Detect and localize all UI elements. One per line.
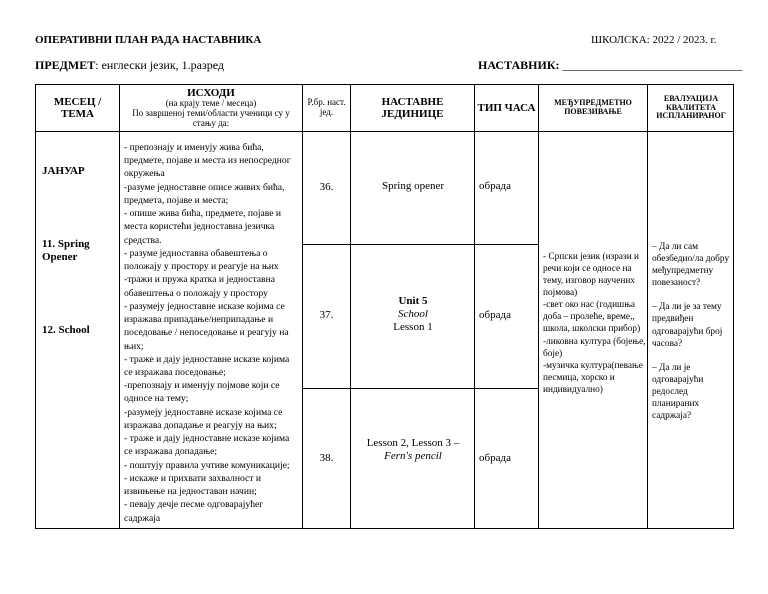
col-divider xyxy=(647,85,648,528)
col-divider xyxy=(474,85,475,528)
plan-table xyxy=(35,84,734,529)
teacher-line: ______________________________ xyxy=(562,58,743,72)
col-divider xyxy=(119,85,120,528)
col-header-correlation: МЕЂУПРЕДМЕТНО ПОВЕЗИВАЊЕ xyxy=(554,98,632,116)
school-year: ШКОЛСКА: 2022 / 2023. г. xyxy=(591,34,717,46)
col-header-units: НАСТАВНЕ ЈЕДИНИЦЕ xyxy=(381,95,444,120)
unit-subtitle: School xyxy=(398,308,428,321)
evaluation-text: – Да ли сам обезбедио/ла добру међупредметну повезаност? – Да ли је за тему предвиђен одговарајући број часова? – Да ли је одговарајући редослед планираних садржаја? xyxy=(652,242,730,422)
lesson-unit xyxy=(352,295,474,335)
unit-title: Unit 5 xyxy=(398,295,428,307)
subject-value: : енглески језик, 1.разред xyxy=(95,58,224,72)
correlation-text: - Српски језик (изрази и речи који се односе на тему, изговор научених појмова) -свет око нас (годишња доба – пролеће, време,, школа, школски прибор) -ликовна култура (бојење, боје) -музичка култура(певање песмица, хорско и индивидуално) xyxy=(543,252,646,395)
unit-lesson: Lesson 1 xyxy=(393,321,433,334)
lesson-unit: Spring opener xyxy=(381,180,444,192)
unit-subtitle: Fern's pencil xyxy=(384,450,442,463)
lesson-number: 37. xyxy=(319,309,334,321)
topic-label: 12. School xyxy=(42,324,90,336)
row-divider xyxy=(302,388,538,389)
col-divider xyxy=(538,85,539,528)
col-header-month: МЕСЕЦ / ТЕМА xyxy=(53,95,102,120)
teacher-label: НАСТАВНИК: xyxy=(478,58,560,72)
month-label: ЈАНУАР xyxy=(42,165,85,177)
header-divider xyxy=(36,131,733,132)
col-header-evaluation: ЕВАЛУАЦИЈА КВАЛИТЕТА ИСПЛАНИРАНОГ xyxy=(656,93,726,121)
lesson-unit xyxy=(352,437,474,463)
lesson-type: обрада xyxy=(479,180,511,192)
lesson-number: 38. xyxy=(319,452,334,464)
page-title: ОПЕРАТИВНИ ПЛАН РАДА НАСТАВНИКА xyxy=(35,34,262,46)
subject xyxy=(35,58,224,73)
lesson-number: 36. xyxy=(319,181,334,193)
topic-label: 11. Spring Opener xyxy=(42,238,90,264)
col-divider xyxy=(350,85,351,528)
col-header-outcomes: ИСХОДИ (на крају теме / месеца) По завршеној теми/области ученици су у стању да: xyxy=(132,87,290,128)
lesson-type: обрада xyxy=(479,309,511,321)
lesson-type: обрада xyxy=(479,452,511,464)
subject-label: ПРЕДМЕТ xyxy=(35,58,96,72)
row-divider xyxy=(302,244,538,245)
col-header-lesson-no: Р.бр. наст. јед. xyxy=(307,97,346,117)
col-header-type: ТИП ЧАСА xyxy=(477,101,536,114)
unit-lesson: Lesson 2, Lesson 3 – xyxy=(366,437,460,449)
teacher xyxy=(478,58,743,73)
outcomes-text: - препознају и именују жива бића, предмете, појаве и места из непосредног окружења -разуме једноставне описе живих бића, предмета, појаве и места; - опише жива бића, предмете, појаве и места користећи једноставна језичка средства. - разуме једноставна обавештења о положају у простору и реагује на њих -тражи и пружа кратка и једноставна обавештења о положају у простору - разумеју једноставне исказе којима се изражава припадање/неприпадање и поседовање / непоседовање и реагују на њих; - траже и дају једноставне исказе којима се изражава поседовање; -препознају и именују појмове који се односе на тему; -разумеју једноставне исказе којима се изражава допадање и реагују на њих; - траже и дају једноставне исказе којима се изражава допадање; - поштују правила учтиве комуникације; - искаже и прихвати захвалност и извињење на једноставан начин; - певају дечје песме одговарајућег садржаја xyxy=(124,142,291,524)
